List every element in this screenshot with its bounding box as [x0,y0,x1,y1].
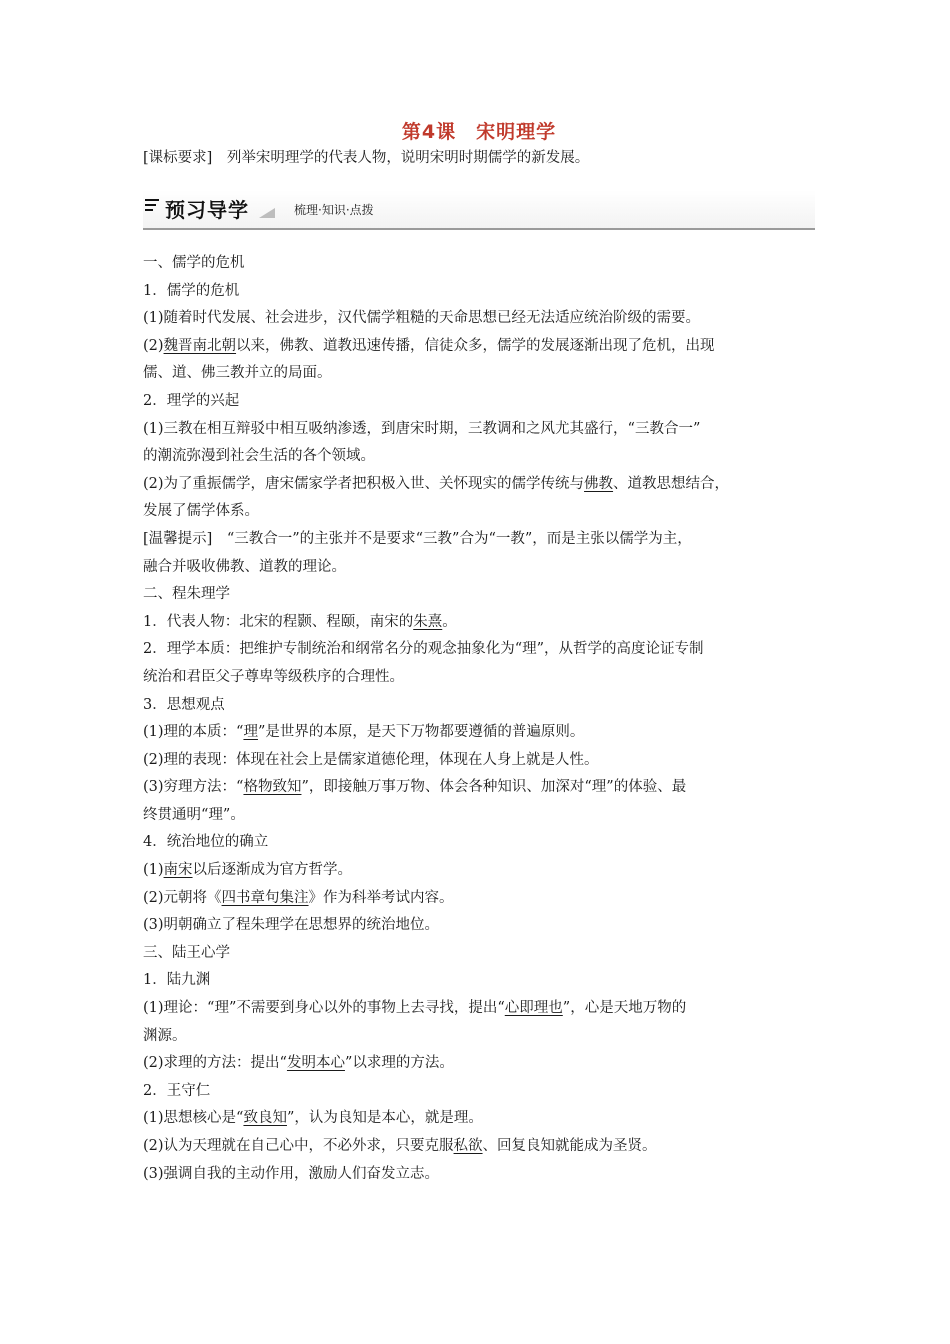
content-line [143,250,815,278]
line-text: (3)强调自我的主动作用，激励人们奋发立志。 [143,1165,440,1182]
content-line [143,526,815,554]
content-line [143,774,815,802]
line-text: (1)理的本质：“ [143,724,244,741]
line-text: ”，心是天地万物的 [562,1000,687,1017]
line-text: (2)求理的方法：提出“ [143,1055,287,1072]
curriculum-requirement: [课标要求] 列举宋明理学的代表人物，说明宋明时期儒学的新发展。 [143,150,590,166]
content-line [143,498,815,526]
content-line [143,471,815,499]
content-line [143,388,815,416]
line-text: (2)理的表现：体现在社会上是儒家道德伦理，体现在人身上就是人性。 [143,751,599,768]
content-line [143,719,815,747]
content-line [143,857,815,885]
stripes-icon [145,199,159,215]
line-text: 1．陆九渊 [143,972,211,989]
line-text: (1)三教在相互辩驳中相互吸纳渗透，到唐宋时期，三教调和之风尤其盛行，“三教合一” [143,420,701,437]
lesson-title: 第4课 宋明理学 [401,121,557,143]
line-text: (1)理论：“理”不需要到身心以外的事物上去寻找，提出“ [143,1000,505,1017]
content-line [143,940,815,968]
content-line [143,416,815,444]
line-text: 3．思想观点 [143,696,225,713]
line-text: 二、程朱理学 [143,586,230,603]
line-text: 2．理学的兴起 [143,392,240,409]
underlined-answer: 私欲 [453,1138,483,1154]
line-text: 4．统治地位的确立 [143,834,269,851]
banner-title: 预习导学 [165,198,249,222]
content-line [143,609,815,637]
line-text: 儒、道、佛三教并立的局面。 [143,365,332,382]
content-line [143,305,815,333]
line-text: (1) [143,862,164,879]
content-line [143,554,815,582]
content-line [143,360,815,388]
line-text: 2．王守仁 [143,1082,211,1099]
line-text: (3)明朝确立了程朱理学在思想界的统治地位。 [143,917,440,934]
underlined-answer: 佛教 [584,475,614,492]
content-line [143,1133,815,1161]
content-line [143,829,815,857]
underlined-answer: 格物致知 [243,779,302,796]
line-text: [温馨提示] “三教合一”的主张并不是要求“三教”合为“一教”，而是主张以儒学为主， [143,530,692,547]
content-line [143,692,815,720]
content-line [143,967,815,995]
underlined-answer: 南宋 [163,862,193,879]
line-text: 1．儒学的危机 [143,282,240,299]
content-line [143,333,815,361]
line-text: (2)元朝将《 [143,889,222,906]
content-line [143,1050,815,1078]
line-text: 统治和君臣父子尊卑等级秩序的合理性。 [143,668,404,685]
underlined-answer: 心即理也 [504,1000,563,1017]
underlined-answer: 理 [243,724,258,741]
content-line [143,443,815,471]
content-line [143,1161,815,1189]
banner-subtitle: 梳理·知识·点拨 [294,203,374,217]
line-text: 》作为科举考试内容。 [308,889,454,906]
content-line [143,912,815,940]
line-text: 、道教思想结合， [613,475,730,492]
line-text: 。 [442,613,457,630]
line-text: (3)穷理方法：“ [143,779,244,796]
lesson-content [143,250,815,1188]
line-text: 1．代表人物：北宋的程颢、程颐，南宋的 [143,613,414,630]
line-text: 一、儒学的危机 [143,255,245,271]
banner-divider [143,228,815,230]
content-line [143,636,815,664]
line-text: (2) [143,337,164,354]
content-line [143,1105,815,1133]
line-text: 融合并吸收佛教、道教的理论。 [143,558,346,575]
section-banner [143,190,815,230]
line-text: 的潮流弥漫到社会生活的各个领域。 [143,448,375,465]
line-text: (2)为了重振儒学，唐宋儒家学者把积极入世、关怀现实的儒学传统与 [143,475,585,492]
line-text: 2．理学本质：把维护专制统治和纲常名分的观念抽象化为“理”，从哲学的高度论证专制 [143,641,704,658]
line-text: (1)随着时代发展、社会进步，汉代儒学粗糙的天命思想已经无法适应统治阶级的需要。 [143,310,701,327]
underlined-answer: 魏晋南北朝 [163,337,237,354]
content-line [143,1023,815,1051]
content-line [143,995,815,1023]
line-text: ”是世界的本原，是天下万物都要遵循的普遍原则。 [257,724,585,741]
content-line [143,885,815,913]
line-text: 发展了儒学体系。 [143,503,259,520]
content-line [143,802,815,830]
line-text: (1)思想核心是“ [143,1110,244,1127]
content-line [143,581,815,609]
document-page [143,118,815,1188]
line-text: 渊源。 [143,1027,187,1044]
content-line [143,1078,815,1106]
underlined-answer: 四书章句集注 [221,889,309,906]
line-text: ”，即接触万事万物、体会各种知识、加深对“理”的体验、最 [301,779,687,796]
content-line [143,664,815,692]
line-text: 以来，佛教、道教迅速传播，信徒众多，儒学的发展逐渐出现了危机，出现 [236,337,715,354]
content-line [143,747,815,775]
line-text: ”，认为良知是本心，就是理。 [286,1110,483,1127]
underlined-answer: 朱熹 [413,613,443,630]
underlined-answer: 发明本心 [286,1055,345,1072]
line-text: ”以求理的方法。 [344,1055,454,1072]
line-text: 终贯通明“理”。 [143,806,245,823]
line-text: (2)认为天理就在自己心中，不必外求，只要克服 [143,1138,454,1154]
line-text: 三、陆王心学 [143,944,230,961]
line-text: 以后逐渐成为官方哲学。 [192,862,353,879]
content-line [143,278,815,306]
triangle-icon [259,208,275,218]
line-text: 、回复良知就能成为圣贤。 [482,1138,657,1154]
underlined-answer: 致良知 [243,1110,287,1127]
